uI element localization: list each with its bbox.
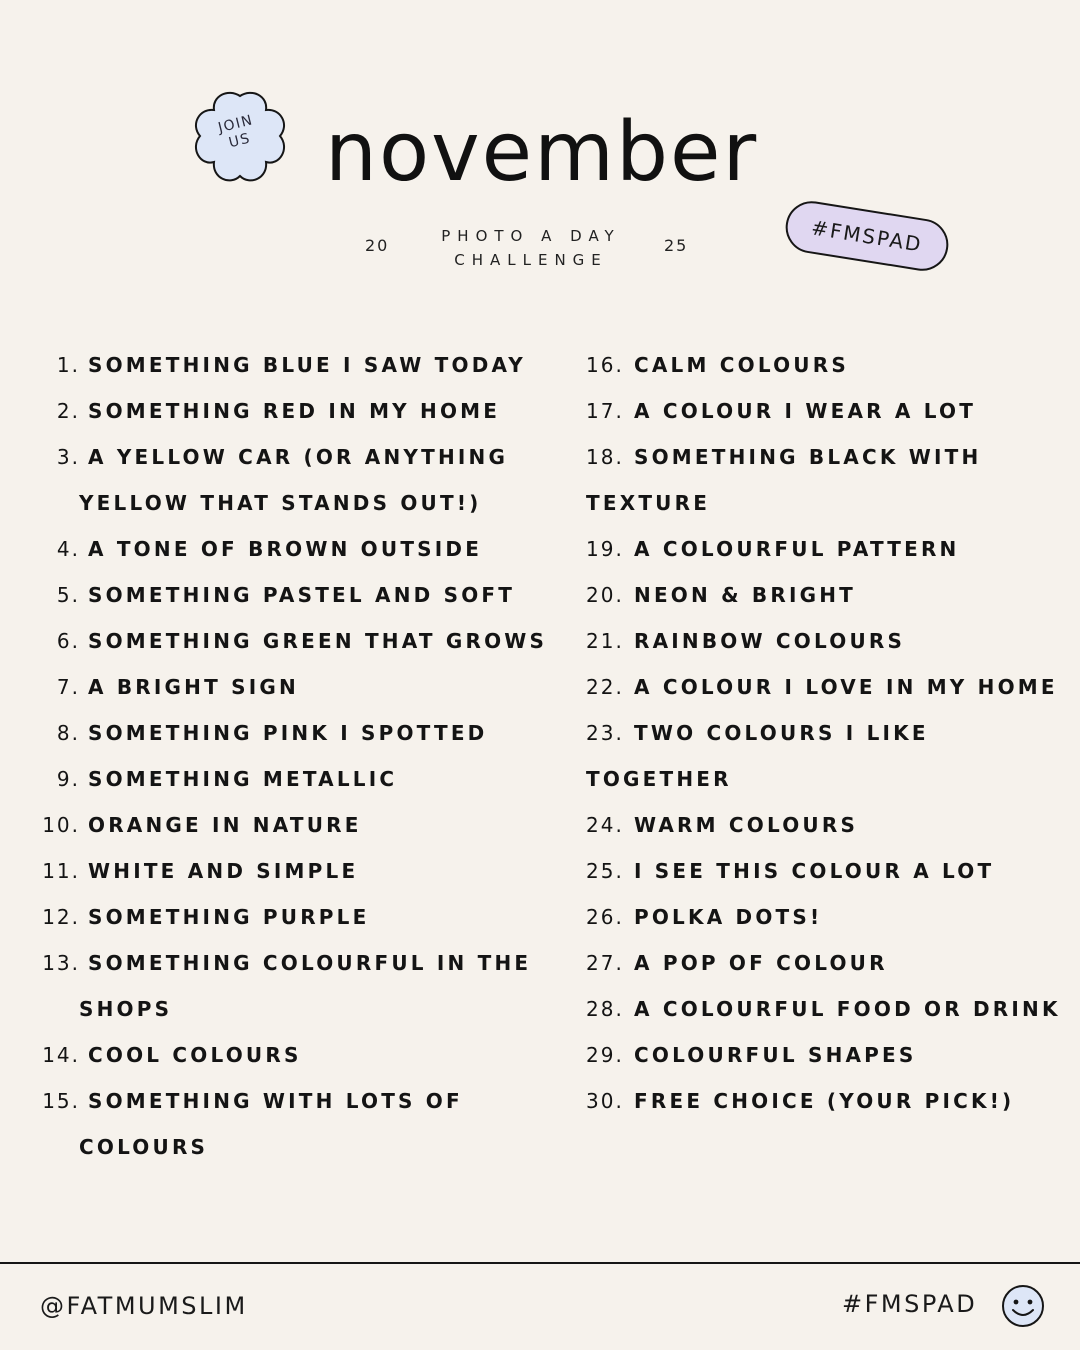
item-text: A COLOURFUL PATTERN bbox=[634, 537, 960, 561]
item-number: 4. bbox=[56, 537, 80, 561]
list-item bbox=[30, 710, 570, 756]
list-item bbox=[30, 434, 570, 526]
item-number: 22. bbox=[586, 675, 624, 699]
item-text: SOMETHING GREEN THAT GROWS bbox=[88, 629, 548, 653]
item-number: 15. bbox=[42, 1089, 80, 1113]
item-text: A COLOURFUL FOOD OR DRINK bbox=[634, 997, 1061, 1021]
list-item bbox=[586, 802, 1076, 848]
item-number: 20. bbox=[586, 583, 624, 607]
item-text: WHITE AND SIMPLE bbox=[88, 859, 359, 883]
page-title: november bbox=[325, 105, 759, 200]
year-left: 20 bbox=[365, 236, 390, 255]
list-item bbox=[586, 572, 1076, 618]
item-number: 1. bbox=[56, 353, 80, 377]
list-item bbox=[30, 388, 570, 434]
item-number: 16. bbox=[586, 353, 624, 377]
list-item bbox=[586, 526, 1076, 572]
item-text: SOMETHING PASTEL AND SOFT bbox=[88, 583, 516, 607]
badge-line-1: JOIN bbox=[216, 112, 256, 137]
item-text: A TONE OF BROWN OUTSIDE bbox=[88, 537, 483, 561]
list-item bbox=[586, 986, 1076, 1032]
item-number: 27. bbox=[586, 951, 624, 975]
item-text: TWO COLOURS I LIKE bbox=[634, 721, 929, 745]
list-item bbox=[30, 664, 570, 710]
list-item bbox=[30, 1078, 570, 1170]
item-number: 17. bbox=[586, 399, 624, 423]
item-number: 9. bbox=[56, 767, 80, 791]
item-number: 6. bbox=[56, 629, 80, 653]
item-text: WARM COLOURS bbox=[634, 813, 859, 837]
item-text-continued: TOGETHER bbox=[586, 767, 732, 791]
list-item bbox=[586, 434, 1076, 526]
item-text-continued: YELLOW THAT STANDS OUT!) bbox=[79, 491, 482, 515]
list-item bbox=[30, 802, 570, 848]
item-number: 13. bbox=[42, 951, 80, 975]
item-number: 18. bbox=[586, 445, 624, 469]
item-text: CALM COLOURS bbox=[634, 353, 849, 377]
item-text: POLKA DOTS! bbox=[634, 905, 823, 929]
list-item bbox=[586, 342, 1076, 388]
item-text-continued: SHOPS bbox=[79, 997, 173, 1021]
item-text: SOMETHING COLOURFUL IN THE bbox=[88, 951, 532, 975]
list-item bbox=[30, 572, 570, 618]
subtitle bbox=[416, 224, 646, 272]
item-number: 30. bbox=[586, 1089, 624, 1113]
item-text-continued: COLOURS bbox=[79, 1135, 209, 1159]
list-item bbox=[30, 848, 570, 894]
list-item bbox=[30, 526, 570, 572]
item-text: SOMETHING PURPLE bbox=[88, 905, 370, 929]
list-item bbox=[586, 710, 1076, 802]
list-item bbox=[586, 894, 1076, 940]
list-item bbox=[586, 618, 1076, 664]
item-text: SOMETHING WITH LOTS OF bbox=[88, 1089, 463, 1113]
list-item bbox=[30, 894, 570, 940]
list-item bbox=[30, 1032, 570, 1078]
list-item bbox=[586, 664, 1076, 710]
item-number: 29. bbox=[586, 1043, 624, 1067]
item-number: 2. bbox=[56, 399, 80, 423]
item-text: SOMETHING PINK I SPOTTED bbox=[88, 721, 488, 745]
item-text: ORANGE IN NATURE bbox=[88, 813, 362, 837]
list-item bbox=[586, 388, 1076, 434]
item-text: NEON & BRIGHT bbox=[634, 583, 856, 607]
item-text: SOMETHING METALLIC bbox=[88, 767, 398, 791]
item-number: 26. bbox=[586, 905, 624, 929]
smiley-face-icon bbox=[1000, 1283, 1046, 1329]
item-text: A YELLOW CAR (OR ANYTHING bbox=[88, 445, 509, 469]
item-number: 3. bbox=[56, 445, 80, 469]
item-text: A COLOUR I LOVE IN MY HOME bbox=[634, 675, 1058, 699]
item-number: 19. bbox=[586, 537, 624, 561]
item-text: A COLOUR I WEAR A LOT bbox=[634, 399, 977, 423]
prompt-list-left bbox=[30, 342, 570, 1170]
item-text: COOL COLOURS bbox=[88, 1043, 302, 1067]
item-text: A BRIGHT SIGN bbox=[88, 675, 299, 699]
hashtag-pill: #FMSPAD bbox=[782, 197, 952, 274]
item-text: SOMETHING BLUE I SAW TODAY bbox=[88, 353, 526, 377]
footer-divider bbox=[0, 1262, 1080, 1264]
item-text-continued: TEXTURE bbox=[586, 491, 711, 515]
list-item bbox=[586, 940, 1076, 986]
footer-handle: @FATMUMSLIM bbox=[40, 1292, 248, 1320]
list-item bbox=[586, 1032, 1076, 1078]
item-number: 10. bbox=[42, 813, 80, 837]
item-number: 5. bbox=[56, 583, 80, 607]
item-text: A POP OF COLOUR bbox=[634, 951, 888, 975]
year-right: 25 bbox=[664, 236, 689, 255]
item-text: SOMETHING BLACK WITH bbox=[634, 445, 982, 469]
list-item bbox=[30, 940, 570, 1032]
list-item bbox=[30, 756, 570, 802]
item-number: 28. bbox=[586, 997, 624, 1021]
subtitle-line-2: CHALLENGE bbox=[454, 251, 608, 269]
item-number: 14. bbox=[42, 1043, 80, 1067]
item-text: I SEE THIS COLOUR A LOT bbox=[634, 859, 995, 883]
badge-line-2: US bbox=[227, 130, 253, 152]
item-number: 11. bbox=[42, 859, 80, 883]
item-text: SOMETHING RED IN MY HOME bbox=[88, 399, 501, 423]
list-item bbox=[586, 1078, 1076, 1124]
item-text: COLOURFUL SHAPES bbox=[634, 1043, 917, 1067]
item-number: 12. bbox=[42, 905, 80, 929]
list-item bbox=[586, 848, 1076, 894]
footer-hashtag: #FMSPAD bbox=[842, 1290, 978, 1318]
item-number: 23. bbox=[586, 721, 624, 745]
prompt-list-right bbox=[586, 342, 1076, 1124]
item-number: 24. bbox=[586, 813, 624, 837]
list-item bbox=[30, 618, 570, 664]
item-number: 8. bbox=[56, 721, 80, 745]
item-number: 7. bbox=[56, 675, 80, 699]
item-text: RAINBOW COLOURS bbox=[634, 629, 906, 653]
subtitle-line-1: PHOTO A DAY bbox=[441, 227, 621, 245]
item-number: 21. bbox=[586, 629, 624, 653]
item-text: FREE CHOICE (YOUR PICK!) bbox=[634, 1089, 1015, 1113]
list-item bbox=[30, 342, 570, 388]
item-number: 25. bbox=[586, 859, 624, 883]
